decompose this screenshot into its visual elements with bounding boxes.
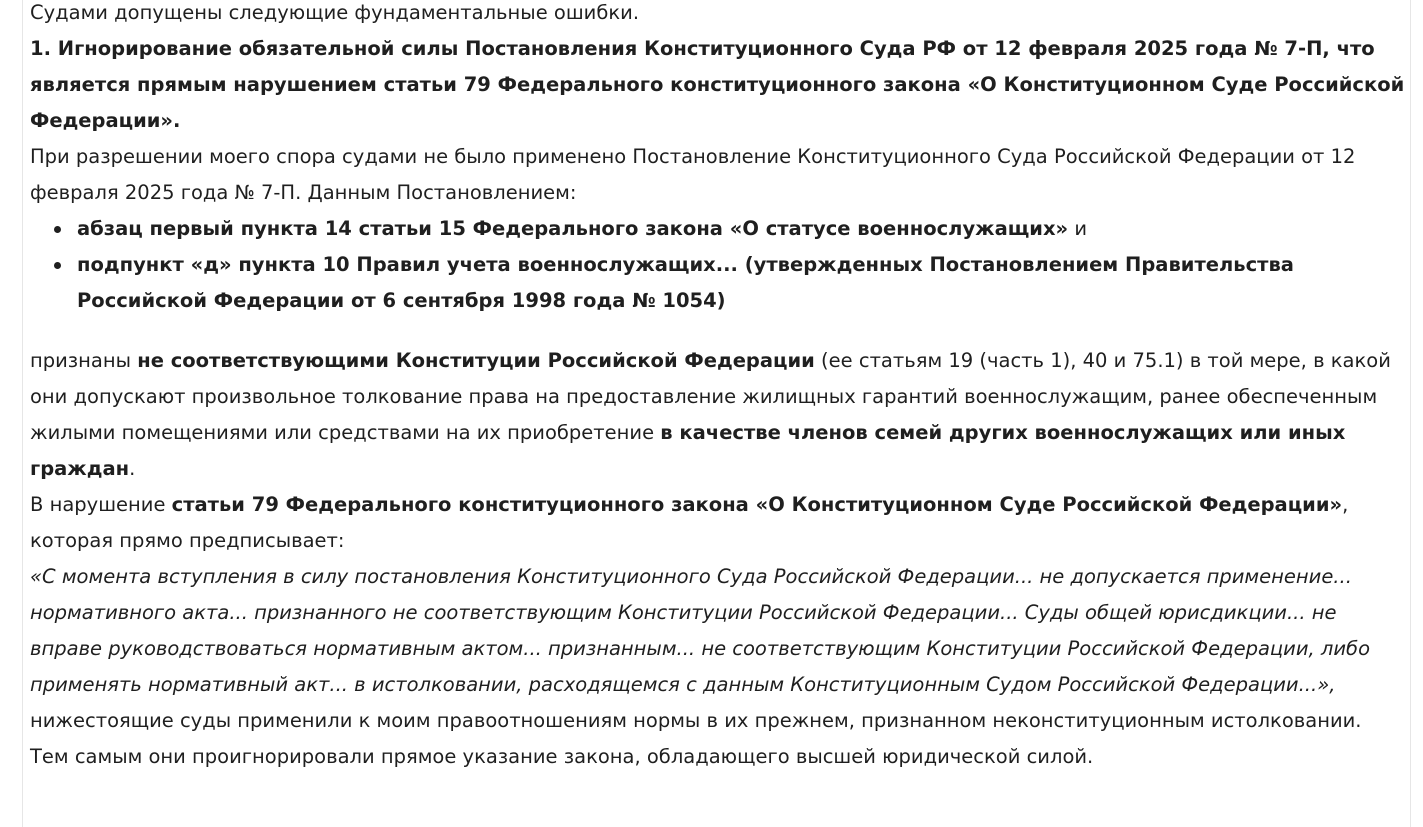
list-item-tail: и [1068, 217, 1087, 240]
section-heading: 1. Игнорирование обязательной силы Постановления Конституционного Суда РФ от 12 февраля 2025 года № 7-П, что является прямым нарушением статьи 79 Федерального конституционного закона «О Конституционном Суде Российской Федерации». [30, 37, 1405, 132]
text-run: . [129, 457, 136, 480]
paragraph-ruling: При разрешении моего спора судами не было применено Постановление Конституционного Суда Российской Федерации от 12 февраля 2025 года № 7-П. Данным Постановлением: [30, 145, 1356, 204]
list-item [77, 211, 1405, 247]
paragraph-violation [30, 487, 1405, 559]
spacer [30, 319, 1405, 343]
law-quote: «С момента вступления в силу постановления Конституционного Суда Российской Федерации... не допускается применение... нормативного акта... признанного не соответствующим Конституции Российской Федерации... Суды общей юрисдикции... не вправе руководствоваться нормативным актом... признанным... не соответствующим Конституции Российской Федерации, либо применять нормативный акт... в истолковании, расходящемся с данным Конституционным Судом Российской Федерации...», [30, 565, 1371, 696]
paragraph-recognized [30, 343, 1405, 487]
text-run-bold: статьи 79 Федерального конституционного закона «О Конституционном Суде Российской Федерации» [171, 493, 1343, 516]
text-run-bold: не соответствующими Конституции Российской Федерации [137, 349, 815, 372]
text-run: В нарушение [30, 493, 172, 516]
list-item-bold: подпункт «д» пункта 10 Правил учета военнослужащих... (утвержденных Постановлением Правительства Российской Федерации от 6 сентября 1998 года № 1054) [77, 253, 1294, 312]
bullet-list [30, 211, 1405, 319]
text-run: (ее статьям 19 (часть 1), 40 и 75.1) в той мере, в какой они допускают произвольное толкование права на предоставление жилищных гарантий военнослужащим, ранее обеспеченным жилыми помещениями или средствами на их приобретение [30, 349, 1391, 444]
left-border [22, 0, 23, 827]
list-item [77, 247, 1405, 319]
right-border [1410, 0, 1411, 827]
paragraph-conclusion: нижестоящие суды применили к моим правоотношениям нормы в их прежнем, признанном неконституционным истолковании. Тем самым они проигнорировали прямое указание закона, обладающего высшей юридической силой. [30, 709, 1362, 768]
text-run: , которая прямо предписывает: [30, 493, 1349, 552]
text-run-bold: в качестве членов семей других военнослужащих или иных граждан [30, 421, 1346, 480]
document-body [30, 0, 1405, 775]
text-run: признаны [30, 349, 138, 372]
list-item-bold: абзац первый пункта 14 статьи 15 Федерального закона «О статусе военнослужащих» [77, 217, 1069, 240]
intro-paragraph: Судами допущены следующие фундаментальные ошибки. [30, 1, 640, 24]
